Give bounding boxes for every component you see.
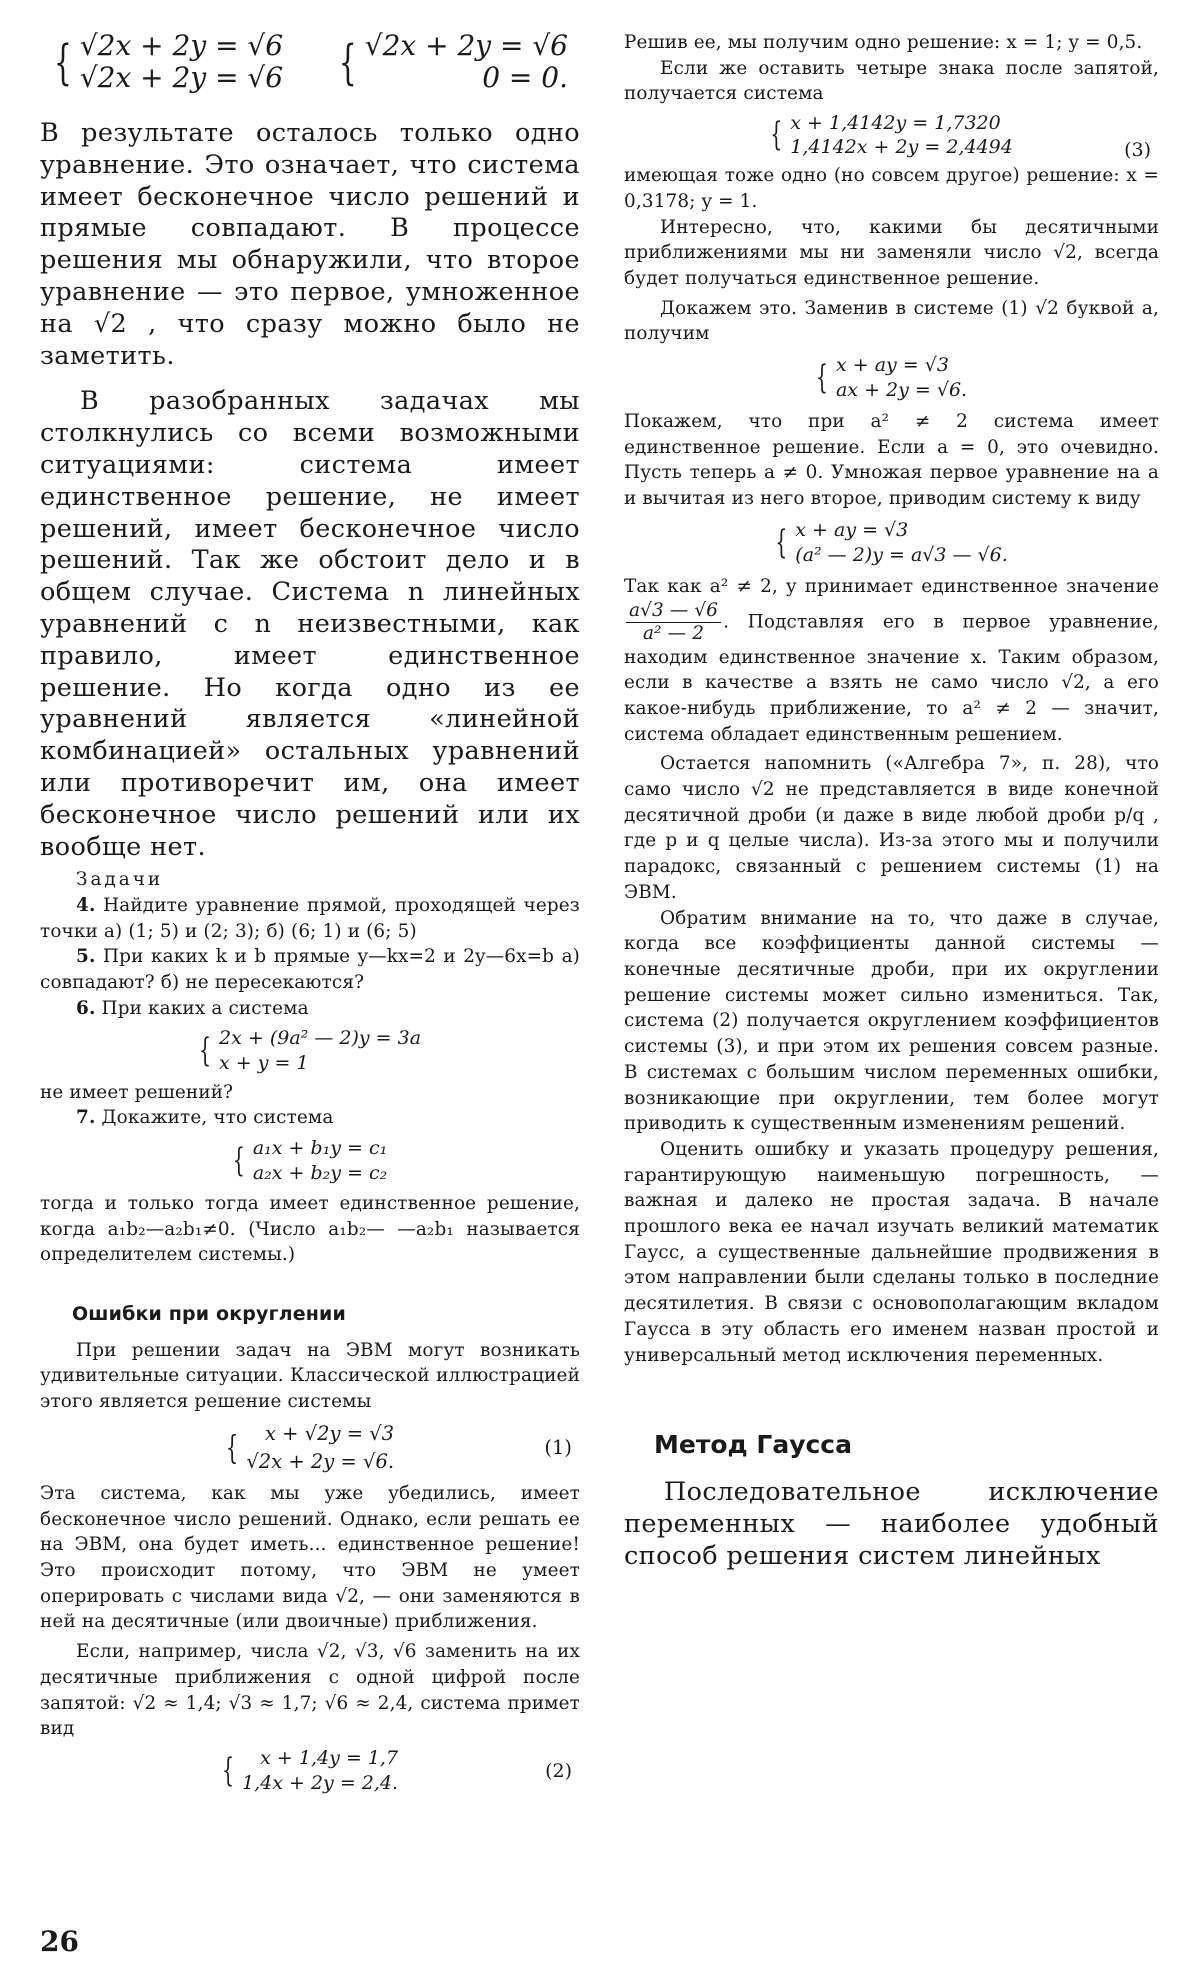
equation: ax + 2y = √6. xyxy=(835,379,968,402)
task-number: 4. xyxy=(76,895,96,917)
brace-icon: { xyxy=(221,1752,235,1790)
paragraph: Докажем это. Заменив в системе (1) √2 буквой a, получим xyxy=(624,297,1159,345)
right-column xyxy=(624,30,1159,1573)
task6-system xyxy=(40,1022,580,1080)
brace-icon: { xyxy=(815,359,828,397)
paragraph: Обратим внимание на то, что даже в случае, когда все коэффициенты данной системы — конечные десятичные дроби, при их округлении решение системы может сильно измениться. Так, система (2) получается округлением коэффициентов системы (3), и при этом их решения совсем разные. В системах с большим числом переменных ошибки, возникающие при округлении, тем более могут приводить к существенным изменениям решений. xyxy=(624,907,1159,1135)
section-title: Ошибки при округлении xyxy=(72,1303,346,1326)
text: . Подставляя его в первое уравнение, находим единственное значение x. Таким образом, если в качестве a взять не само число √2, а его какое-нибудь приближение, то a² ≠ 2 — значит, система обладает единственным решением. xyxy=(624,611,1159,745)
equation: √2x + 2y = √6 xyxy=(364,29,568,62)
task-6 xyxy=(40,996,580,1022)
paragraph: Эта система, как мы уже убедились, имеет бесконечное число решений. Однако, если решать ее на ЭВМ, она будет иметь... единственное решение! Это происходит потому, что ЭВМ не умеет оперировать с числами вида √2, — они заменяются в ней на десятичные (или двоичные) приближения. xyxy=(40,1482,580,1633)
equation: a₂x + b₂y = c₂ xyxy=(252,1161,388,1184)
paragraph: Оценить ошибку и указать процедуру решения, гарантирующую наименьшую погрешность, — важная и далеко не простая задача. В начале прошлого века ее начал изучать великий математик Гаусс, а существенные дальнейшие продвижения в этом направлении были сделаны только в последние десятилетия. В связи с основополагающим вкладом Гаусса в эту область его именем назван простой и универсальный метод исключения переменных. xyxy=(624,1138,1159,1366)
left-column xyxy=(40,26,580,1800)
equation: 1,4x + 2y = 2,4. xyxy=(242,1771,399,1794)
brace-icon: { xyxy=(54,33,72,91)
equation: √2x + 2y = √6 xyxy=(79,29,284,62)
system-1 xyxy=(40,1415,580,1481)
system-5 xyxy=(624,512,1159,574)
task-number: 5. xyxy=(76,946,96,968)
brace-icon: { xyxy=(770,116,783,154)
equation: 0 = 0. xyxy=(482,61,568,94)
task-number: 7. xyxy=(76,1107,96,1129)
fraction-numerator: a√3 — √6 xyxy=(626,600,721,623)
brace-icon: { xyxy=(232,1142,245,1180)
section-title: Метод Гаусса xyxy=(654,1430,852,1460)
paragraph: В разобранных задачах мы столкнулись со всеми возможными ситуациями: система имеет единственное решение, не имеет решений, имеет бесконечное число решений. Так же обстоит дело и в общем случае. Система n линейных уравнений с n неизвестными, как правило, имеет единственное решение. Но когда одно из ее уравнений является «линейной комбинацией» остальных уравнений или противоречит им, она имеет бесконечное число решений или их вообще нет. xyxy=(40,386,580,862)
paragraph xyxy=(624,574,1159,748)
task-text: При каких k и b прямые y—kx=2 и 2y—6x=b а) совпадают? б) не пересекаются? xyxy=(40,946,581,994)
brace-icon: { xyxy=(198,1031,212,1070)
brace-icon: { xyxy=(225,1428,239,1468)
task-text: Докажите, что система xyxy=(101,1107,334,1129)
fraction xyxy=(626,600,721,645)
equation-number: (3) xyxy=(1124,139,1151,162)
equation: x + 1,4142y = 1,7320 xyxy=(790,112,1001,135)
paragraph: Если же оставить четыре знака после запятой, получается система xyxy=(624,57,1159,105)
equation: x + ay = √3 xyxy=(835,354,949,377)
equation: x + y = 1 xyxy=(219,1051,309,1074)
task-text: не имеет решений? xyxy=(40,1081,234,1103)
task-7 xyxy=(40,1105,580,1131)
equation: x + ay = √3 xyxy=(795,518,909,541)
equation-number: (2) xyxy=(545,1759,572,1782)
paragraph: При решении задач на ЭВМ могут возникать удивительные ситуации. Классической иллюстрацией этого является решение системы xyxy=(40,1339,580,1413)
system-top-a xyxy=(54,30,283,94)
text: Так как a² ≠ 2, y принимает единственное значение xyxy=(624,575,1159,597)
equation: (a² — 2)y = a√3 — √6. xyxy=(795,543,1008,566)
paragraph: В результате осталось только одно уравнение. Это означает, что система имеет бесконечное число решений и прямые совпадают. В процессе решения мы обнаружили, что второе уравнение — это первое, умноженное на √2 , что сразу можно было не заметить. xyxy=(40,118,580,371)
equation: 1,4142x + 2y = 2,4494 xyxy=(790,136,1013,159)
equation: 2x + (9a² — 2)y = 3a xyxy=(219,1026,422,1049)
system-4 xyxy=(624,347,1159,409)
task-text: Найдите уравнение прямой, проходящей через точки а) (1; 5) и (2; 3); б) (6; 1) и (6; 5) xyxy=(40,895,580,942)
paragraph: Интересно, что, какими бы десятичными приближениями мы ни заменяли число √2, всегда будет получаться единственное решение. xyxy=(624,216,1159,289)
fraction-denominator: a² — 2 xyxy=(643,622,705,644)
equation: x + 1,4y = 1,7 xyxy=(260,1746,399,1769)
equation: x + √2y = √3 xyxy=(264,1421,395,1445)
system-3 xyxy=(624,107,1159,163)
system-top-b xyxy=(339,30,568,94)
equation: √2x + 2y = √6. xyxy=(246,1449,395,1473)
equation: √2x + 2y = √6 xyxy=(79,61,284,94)
task-text: тогда и только тогда имеет единственное решение, когда a₁b₂—a₂b₁≠0. (Число a₁b₂— —a₂b₁ называется определителем системы.) xyxy=(40,1192,580,1266)
task-5 xyxy=(40,944,580,995)
tasks-heading: Задачи xyxy=(76,869,164,891)
top-systems xyxy=(40,26,580,98)
paragraph: Если, например, числа √2, √3, √6 заменить на их десятичные приближения с одной цифрой после запятой: √2 ≈ 1,4; √3 ≈ 1,7; √6 ≈ 2,4, система примет вид xyxy=(40,1641,580,1740)
page-number: 26 xyxy=(40,1925,79,1958)
task7-system xyxy=(40,1131,580,1191)
task-number: 6. xyxy=(76,997,96,1019)
equation: a₁x + b₁y = c₁ xyxy=(252,1136,388,1159)
task-4 xyxy=(40,893,580,944)
task-text: При каких a система xyxy=(101,997,309,1019)
brace-icon: { xyxy=(775,524,788,562)
equation-number: (1) xyxy=(544,1436,572,1460)
paragraph: Остается напомнить («Алгебра 7», п. 28), что само число √2 не представляется в виде конечной десятичной дроби (и даже в виде любой дроби p/q , где p и q целые числа). Из-за этого мы и получили парадокс, связанный с решением системы (1) на ЭВМ. xyxy=(624,753,1159,903)
system-2 xyxy=(40,1742,580,1800)
paragraph: Покажем, что при a² ≠ 2 система имеет единственное решение. Если a = 0, это очевидно. Пусть теперь a ≠ 0. Умножая первое уравнение на a и вычитая из него второе, приводим систему к виду xyxy=(624,411,1159,510)
brace-icon: { xyxy=(338,33,357,91)
paragraph: имеющая тоже одно (но совсем другое) решение: x = 0,3178; y = 1. xyxy=(624,165,1159,212)
paragraph: Последовательное исключение переменных — наиболее удобный способ решения систем линейных xyxy=(624,1477,1159,1571)
paragraph: Решив ее, мы получим одно решение: x = 1; y = 0,5. xyxy=(624,32,1143,53)
